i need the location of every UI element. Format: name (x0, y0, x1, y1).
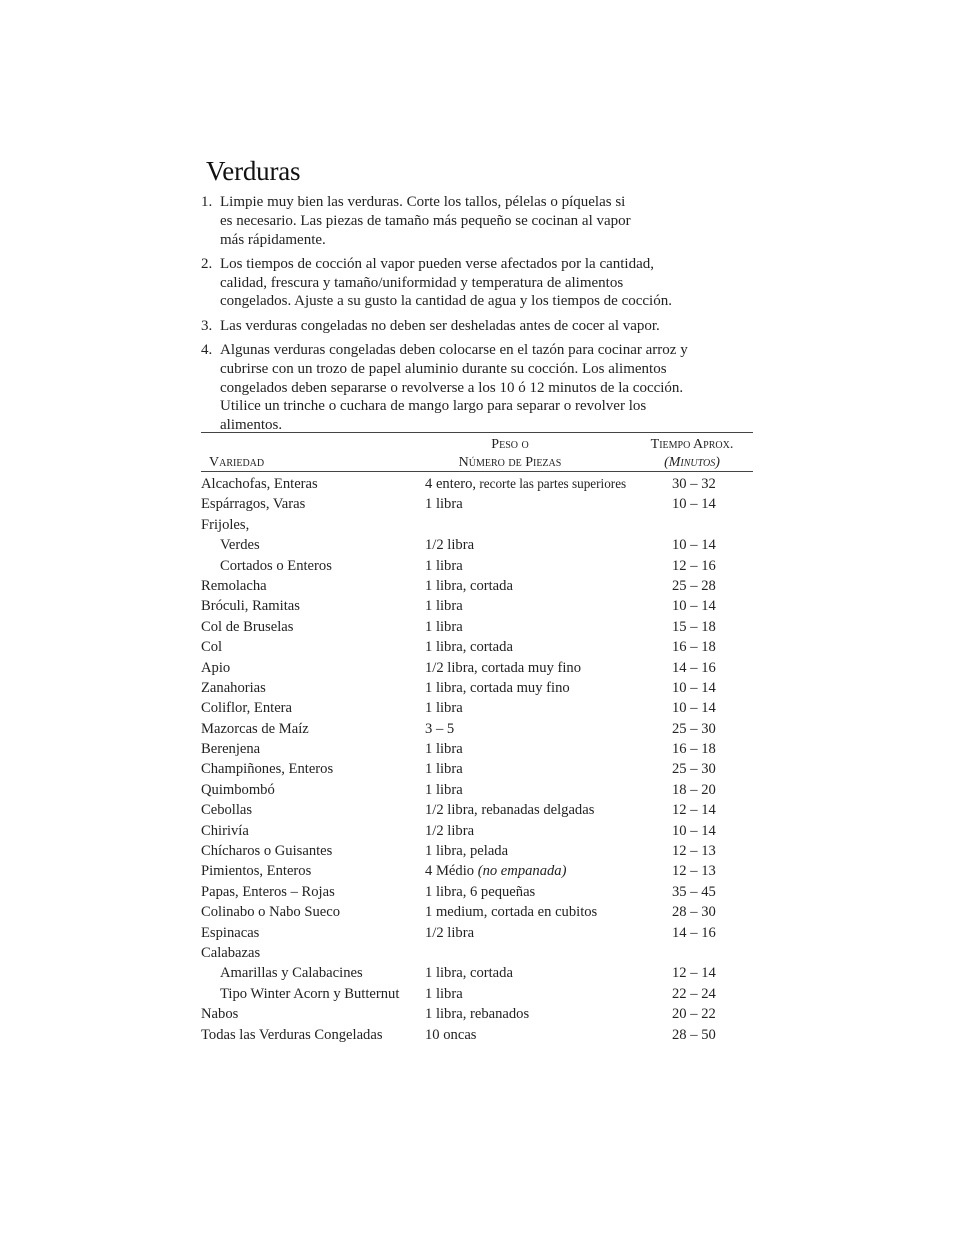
table-row (201, 800, 761, 820)
cell-variety: Calabazas (201, 944, 261, 961)
cell-weight-text: 1 libra, pelada (425, 843, 509, 860)
cell-weight-text: 1 libra, cortada (425, 639, 513, 656)
cell-time: 10 – 14 (672, 700, 716, 717)
instruction-item (201, 255, 761, 311)
table-body (201, 474, 761, 1045)
instruction-item (201, 193, 761, 249)
cell-weight-text: 1 libra, cortada (425, 577, 513, 594)
header-peso-line2: Número de Piezas (458, 455, 562, 470)
cell-time: 25 – 30 (672, 720, 716, 737)
cell-variety: Col de Bruselas (201, 618, 294, 635)
table-row (201, 963, 761, 983)
cell-variety: Verdes (220, 537, 260, 554)
cell-weight-text: 1/2 libra, cortada muy fino (425, 659, 582, 676)
cell-weight-text: 1 libra, rebanados (425, 1006, 530, 1023)
cell-weight (425, 821, 474, 841)
table-row (201, 658, 761, 678)
table-row (201, 535, 761, 555)
cell-weight (425, 698, 463, 718)
cell-time: 10 – 14 (672, 598, 716, 615)
table-row (201, 739, 761, 759)
cell-weight (425, 984, 463, 1004)
cell-variety: Berenjena (201, 741, 261, 758)
instruction-line: más rápidamente. (220, 231, 326, 248)
cell-time: 18 – 20 (672, 781, 716, 798)
cell-weight-text: 1 libra, 6 pequeñas (425, 883, 536, 900)
cell-time: 35 – 45 (672, 883, 716, 900)
table-row (201, 923, 761, 943)
cell-variety: Pimientos, Enteros (201, 863, 312, 880)
cell-time: 30 – 32 (672, 476, 716, 492)
instruction-number: 4. (201, 342, 213, 359)
cell-weight (425, 739, 463, 759)
cell-weight-note: (no empanada) (477, 863, 567, 880)
instruction-line: alimentos. (220, 417, 283, 434)
cell-weight-text: 1 libra (425, 598, 463, 615)
cell-weight (425, 882, 535, 902)
cell-weight-text: 1/2 libra (425, 537, 475, 554)
cell-variety: Remolacha (201, 577, 267, 594)
cell-weight (425, 596, 463, 616)
instruction-line: Utilice un trinche o cuchara de mango largo para separar o revolver los (220, 398, 647, 415)
instruction-line: Algunas verduras congeladas deben colocarse en el tazón para cocinar arroz y (220, 342, 688, 359)
cell-weight (425, 576, 513, 596)
table-top-rule (201, 432, 753, 433)
cell-weight (425, 861, 566, 881)
header-peso (425, 436, 595, 472)
cell-weight (425, 923, 474, 943)
cell-weight (425, 1004, 529, 1024)
cell-weight (425, 719, 454, 739)
cell-weight-text: 1 libra (425, 700, 463, 717)
cell-variety: Nabos (201, 1006, 239, 1023)
table-row (201, 1004, 761, 1024)
cell-weight (425, 902, 597, 922)
cell-weight-text: 1 libra (425, 781, 463, 798)
cell-variety: Cebollas (201, 802, 253, 819)
cell-weight-text: 1 libra (425, 557, 463, 574)
header-peso-line1: Peso o (491, 437, 529, 452)
instruction-line: calidad, frescura y tamaño/uniformidad y temperatura de alimentos (220, 274, 624, 291)
instructions-list (201, 193, 761, 441)
cell-time: 16 – 18 (672, 639, 716, 656)
cell-time: 10 – 14 (672, 496, 716, 513)
cell-weight (425, 494, 463, 514)
cell-variety: Col (201, 639, 223, 656)
instruction-line: cubrirse con un trozo de papel aluminio durante su cocción. Los alimentos (220, 360, 667, 377)
cell-time: 10 – 14 (672, 822, 716, 839)
cell-variety: Chícharos o Guisantes (201, 843, 333, 860)
cell-weight (425, 800, 594, 820)
cell-variety: Champiñones, Enteros (201, 761, 334, 778)
cell-time: 14 – 16 (672, 659, 716, 676)
cell-variety: Cortados o Enteros (220, 557, 332, 574)
table-row (201, 882, 761, 902)
cell-weight (425, 780, 463, 800)
table-row (201, 617, 761, 637)
cell-weight-text: 4 Médio (425, 863, 478, 880)
cell-time: 14 – 16 (672, 924, 716, 941)
cell-weight-text: 1 libra, cortada muy fino (425, 679, 570, 696)
instruction-line: Las verduras congeladas no deben ser desheladas antes de cocer al vapor. (220, 317, 660, 334)
cell-time: 12 – 14 (672, 802, 716, 819)
instruction-line: Limpie muy bien las verduras. Corte los tallos, pélelas o píquelas si (220, 194, 626, 210)
cell-weight (425, 658, 581, 678)
instruction-number: 2. (201, 255, 213, 272)
cell-weight-text: 3 – 5 (425, 720, 455, 737)
cell-weight-text: 1 libra (425, 985, 463, 1002)
instruction-line: es necesario. Las piezas de tamaño más pequeño se cocinan al vapor (220, 212, 631, 229)
cell-time: 10 – 14 (672, 537, 716, 554)
cell-time: 25 – 28 (672, 577, 716, 594)
cell-time: 28 – 30 (672, 904, 716, 921)
cell-variety: Coliflor, Entera (201, 700, 293, 717)
cell-weight (425, 1025, 476, 1045)
table-row (201, 861, 761, 881)
cell-weight (425, 678, 570, 698)
cell-weight-text: 1 libra, cortada (425, 965, 513, 982)
cell-variety: Espárragos, Varas (201, 496, 306, 513)
cell-weight-text: 1/2 libra, rebanadas delgadas (425, 802, 595, 819)
cell-time: 12 – 13 (672, 863, 716, 880)
header-tiempo-line1: Tiempo Aprox. (650, 437, 734, 452)
table-row (201, 821, 761, 841)
cell-time: 25 – 30 (672, 761, 716, 778)
table-row (201, 780, 761, 800)
cell-weight-text: 1/2 libra (425, 924, 475, 941)
instruction-number: 1. (201, 194, 213, 210)
cell-variety: Papas, Enteros – Rojas (201, 883, 335, 900)
table-row (201, 576, 761, 596)
table-row (201, 515, 761, 535)
cell-weight-text: 1 libra (425, 741, 463, 758)
instruction-item (201, 317, 761, 336)
cell-variety: Espinacas (201, 924, 260, 941)
cell-variety: Mazorcas de Maíz (201, 720, 309, 737)
table-row (201, 719, 761, 739)
cell-time: 20 – 22 (672, 1006, 716, 1023)
cell-time: 22 – 24 (672, 985, 716, 1002)
cell-weight (425, 637, 513, 657)
cell-weight (425, 556, 463, 576)
table-row (201, 637, 761, 657)
header-tiempo-line2: (Minutos) (664, 455, 720, 470)
table-header-rule (201, 471, 753, 472)
cell-variety: Frijoles, (201, 516, 250, 533)
cell-weight-text: 1/2 libra (425, 822, 475, 839)
instruction-line: Los tiempos de cocción al vapor pueden verse afectados por la cantidad, (220, 255, 654, 272)
cell-variety: Quimbombó (201, 781, 275, 798)
instruction-line: congelados deben separarse o revolverse a los 10 ó 12 minutos de la cocción. (220, 379, 684, 396)
cell-time: 12 – 14 (672, 965, 716, 982)
instruction-item (201, 341, 761, 435)
cell-weight-text: 1 medium, cortada en cubitos (425, 904, 598, 921)
table-row (201, 698, 761, 718)
cell-variety: Tipo Winter Acorn y Butternut (220, 985, 400, 1002)
table-row (201, 984, 761, 1004)
cell-weight (425, 841, 508, 861)
cell-time: 16 – 18 (672, 741, 716, 758)
cell-weight-text: 4 entero, (425, 476, 477, 492)
table-row (201, 902, 761, 922)
cell-variety: Todas las Verduras Congeladas (201, 1026, 383, 1043)
cell-time: 15 – 18 (672, 618, 716, 635)
table-row (201, 759, 761, 779)
cell-weight (425, 535, 474, 555)
table-row (201, 943, 761, 963)
header-tiempo (636, 436, 748, 472)
cell-weight-text: 10 oncas (425, 1026, 477, 1043)
table-row (201, 494, 761, 514)
cell-weight (425, 759, 463, 779)
cell-weight (425, 617, 463, 637)
cell-weight-text: 1 libra (425, 761, 463, 778)
cell-variety: Apio (201, 659, 231, 676)
cell-variety: Zanahorias (201, 679, 266, 696)
table-row (201, 474, 761, 494)
table-row (201, 841, 761, 861)
cell-variety: Alcachofas, Enteras (201, 476, 318, 492)
cell-time: 28 – 50 (672, 1026, 716, 1043)
cell-time: 12 – 13 (672, 843, 716, 860)
cell-weight (425, 474, 626, 494)
cell-time: 10 – 14 (672, 679, 716, 696)
page-title: Verduras (206, 156, 301, 186)
cell-variety: Bróculi, Ramitas (201, 598, 300, 615)
cell-weight-text: 1 libra (425, 618, 463, 635)
cell-weight-note: recorte las partes superiores (476, 476, 627, 491)
table-row (201, 596, 761, 616)
instruction-number: 3. (201, 317, 213, 334)
table-row (201, 678, 761, 698)
cell-weight-text: 1 libra (425, 496, 463, 513)
cell-variety: Amarillas y Calabacines (220, 965, 363, 982)
cell-weight (425, 963, 513, 983)
header-variedad: Variedad (209, 455, 265, 470)
table-row (201, 1025, 761, 1045)
cell-time: 12 – 16 (672, 557, 716, 574)
cell-variety: Chirivía (201, 822, 249, 839)
table-row (201, 556, 761, 576)
cell-variety: Colinabo o Nabo Sueco (201, 904, 341, 921)
instruction-line: congelados. Ajuste a su gusto la cantidad de agua y los tiempos de cocción. (220, 293, 672, 310)
